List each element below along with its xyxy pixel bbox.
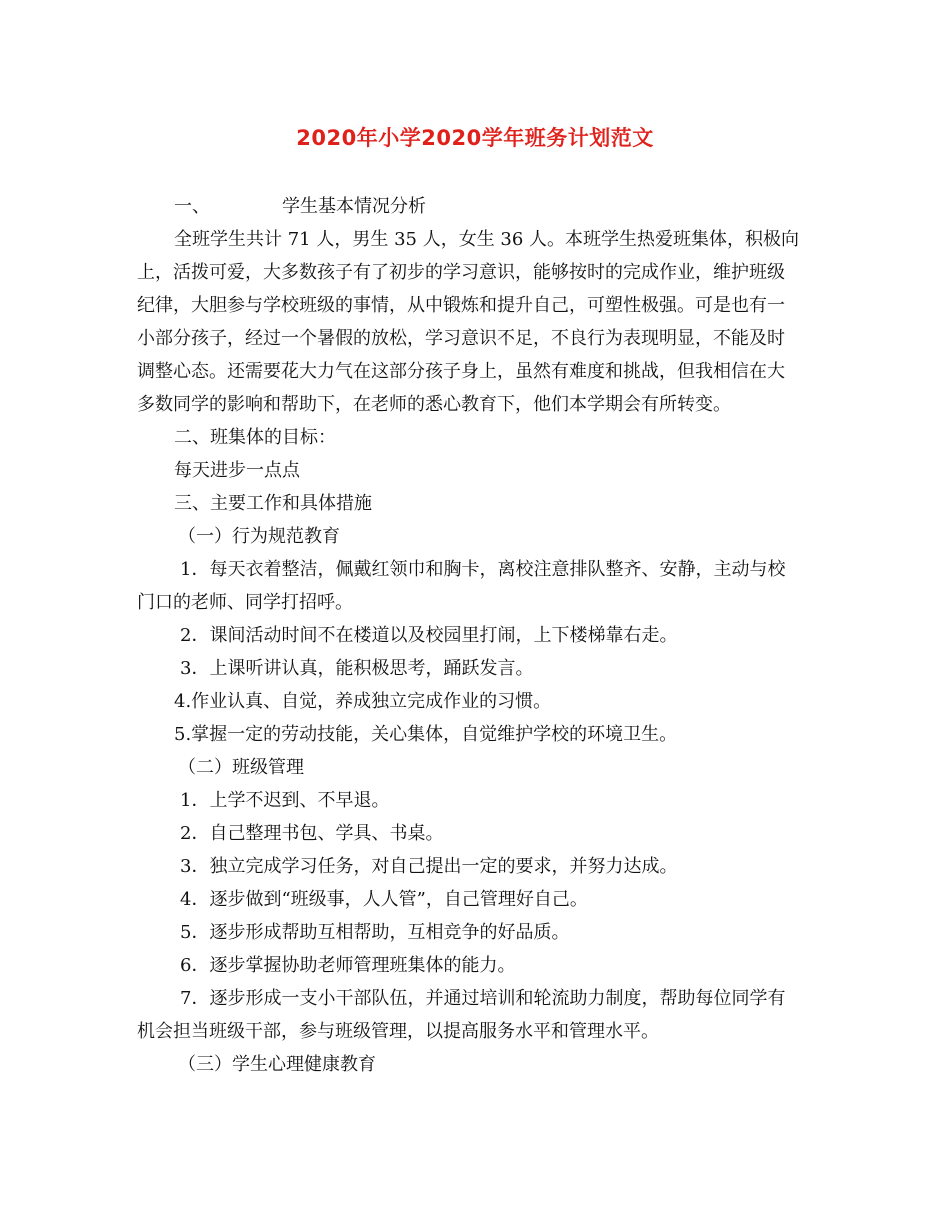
paragraph-line: 多数同学的影响和帮助下，在老师的悉心教育下，他们本学期会有所转变。 <box>137 394 731 415</box>
paragraph-line: 上，活拨可爱，大多数孩子有了初步的学习意识，能够按时的完成作业，维护班级 <box>137 262 785 283</box>
paragraph-line: 全班学生共计 71 人，男生 35 人，女生 36 人。本班学生热爱班集体，积极向 <box>174 229 800 250</box>
section-3-heading: 三、主要工作和具体措施 <box>174 493 372 514</box>
list-item: 7．逐步形成一支小干部队伍，并通过培训和轮流助力制度，帮助每位同学有 <box>180 988 786 1009</box>
list-item: 4.作业认真、自觉，养成独立完成作业的习惯。 <box>174 691 552 712</box>
paragraph-line: 小部分孩子，经过一个暑假的放松，学习意识不足，不良行为表现明显，不能及时 <box>137 328 785 349</box>
list-item: 3．上课听讲认真，能积极思考，踊跃发言。 <box>180 658 534 679</box>
section-1-heading <box>174 190 813 223</box>
document-title: 2020年小学2020学年班务计划范文 <box>296 126 654 150</box>
list-item: 3．独立完成学习任务，对自己提出一定的要求，并努力达成。 <box>180 856 678 877</box>
section-1-number: 一、 <box>174 196 210 217</box>
list-item-continuation: 门口的老师、同学打招呼。 <box>137 592 353 613</box>
section-1-title: 学生基本情况分析 <box>282 196 426 217</box>
list-item: 6．逐步掌握协助老师管理班集体的能力。 <box>180 955 516 976</box>
section-2-heading: 二、班集体的目标： <box>174 427 336 448</box>
list-item: 2．自己整理书包、学具、书桌。 <box>180 823 444 844</box>
list-item: 2．课间活动时间不在楼道以及校园里打闹，上下楼梯靠右走。 <box>180 625 678 646</box>
paragraph-line: 纪律，大胆参与学校班级的事情，从中锻炼和提升自己，可塑性极强。可是也有一 <box>137 295 785 316</box>
list-item-continuation: 机会担当班级干部，参与班级管理，以提高服务水平和管理水平。 <box>137 1021 659 1042</box>
class-goal: 每天进步一点点 <box>174 460 300 481</box>
list-item: 5．逐步形成帮助互相帮助，互相竞争的好品质。 <box>180 922 570 943</box>
subsection-1-heading: （一）行为规范教育 <box>178 526 340 547</box>
list-item: 5.掌握一定的劳动技能，关心集体，自觉维护学校的环境卫生。 <box>174 724 678 745</box>
subsection-2-heading: （二）班级管理 <box>178 757 304 778</box>
list-item: 4．逐步做到“班级事，人人管”，自己管理好自己。 <box>180 889 588 910</box>
subsection-3-heading: （三）学生心理健康教育 <box>178 1054 376 1075</box>
list-item: 1．每天衣着整洁，佩戴红领巾和胸卡，离校注意排队整齐、安静，主动与校 <box>180 559 786 580</box>
paragraph-line: 调整心态。还需要花大力气在这部分孩子身上，虽然有难度和挑战，但我相信在大 <box>137 361 785 382</box>
document-body <box>137 190 813 1081</box>
list-item: 1．上学不迟到、不早退。 <box>180 790 390 811</box>
